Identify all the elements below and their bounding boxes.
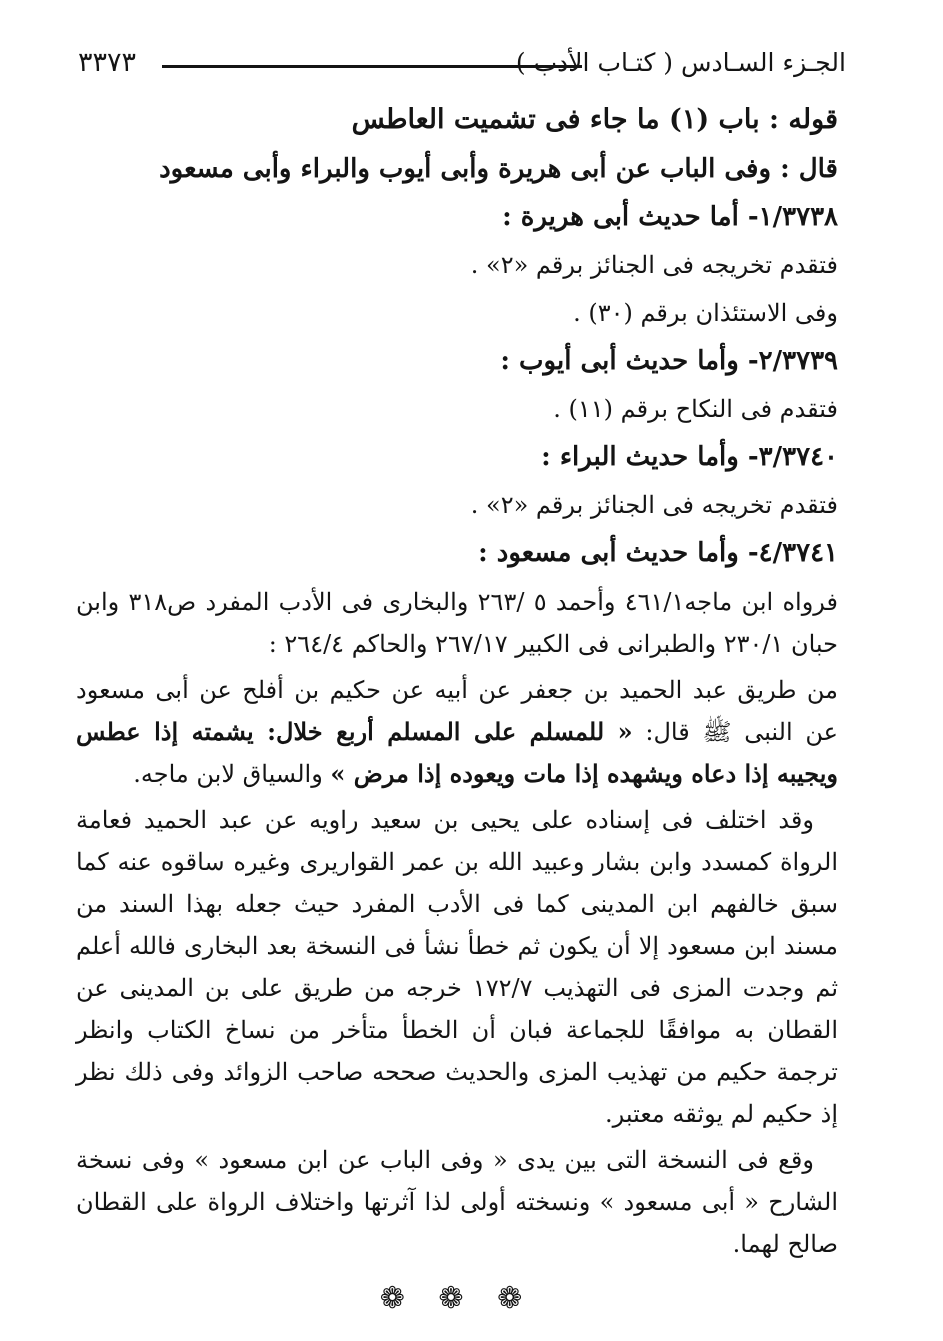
item-heading-4: ٤/٣٧٤١- وأما حديث أبى مسعود : — [478, 538, 838, 568]
item-line: فتقدم فى النكاح برقم (١١) . — [553, 395, 838, 423]
paragraph-discussion: وقد اختلف فى إسناده على يحيى بن سعيد راويه عن عبد الحميد فعامة الرواة كمسدد وابن بشار وعبيد الله بن عمر القواريرى وغيره ساقوه عنه كما سبق خالفهم ابن المدينى كما فى الأدب المفرد حيث جعله بهذا السند من مسند ابن مسعود إلا أن يكون ثم خطأ نشأ فى النسخة بعد البخارى فالله أعلم ثم وجدت المزى فى التهذيب ١٧٢/٧ خرجه من طريق على بن المدينى عن القطان به موافقًا للجماعة فبان أن الخطأ متأخر من نساخ الكتاب وانظر ترجمة حكيم من تهذيب المزى والحديث صححه صاحب الزوائد وفى ذلك نظر إذ حكيم لم يوثقه معتبر. — [76, 806, 839, 1128]
running-title: الجـزء السـادس ( كتـاب الأدب ) — [515, 48, 846, 77]
item-line: فتقدم تخريجه فى الجنائز برقم «٢» . — [470, 251, 838, 279]
item-line: فتقدم تخريجه فى الجنائز برقم «٢» . — [470, 491, 838, 519]
chapter-subheading: قال : وفى الباب عن أبى هريرة وأبى أيوب والبراء وأبى مسعود — [159, 154, 838, 184]
hadith-intro: من طريق عبد الحميد بن جعفر عن أبيه عن حكيم بن أفلح عن أبى مسعود عن النبى ﷺ قال: — [76, 676, 838, 746]
item-heading-2: ٢/٣٧٣٩- وأما حديث أبى أيوب : — [500, 346, 838, 376]
ornament-divider: ❁ ❁ ❁ — [379, 1281, 535, 1316]
page-number: ٣٣٧٣ — [78, 47, 137, 78]
hadith-text: « للمسلم على المسلم أربع خلال: يشمته إذا عطس ويجيبه إذا دعاه ويشهده إذا مات ويعوده إذا مرض » — [76, 717, 838, 788]
chapter-heading: قوله : باب (١) ما جاء فى تشميت العاطس — [351, 104, 838, 135]
paragraph-sources: فرواه ابن ماجه٤٦١/١ وأحمد ٥ /٢٦٣ والبخارى فى الأدب المفرد ص٣١٨ وابن حبان ٢٣٠/١ والطبرانى فى الكبير ٢٦٧/١٧ والحاكم ٢٦٤/٤ : — [76, 588, 838, 658]
item-heading-1: ١/٣٧٣٨- أما حديث أبى هريرة : — [502, 202, 838, 232]
hadith-outro: والسياق لابن ماجه. — [133, 760, 331, 788]
paragraph-note: وقع فى النسخة التى بين يدى « وفى الباب عن ابن مسعود » وفى نسخة الشارح « أبى مسعود » ونسخته أولى لذا آثرتها واختلاف الرواة على القطان صالح لهما. — [76, 1146, 838, 1258]
item-line: وفى الاستئذان برقم (٣٠) . — [573, 299, 838, 327]
item-heading-3: ٣/٣٧٤٠- وأما حديث البراء : — [541, 442, 838, 472]
page-content — [76, 95, 838, 1321]
paragraph-hadith — [76, 669, 838, 795]
page-header — [70, 40, 850, 84]
